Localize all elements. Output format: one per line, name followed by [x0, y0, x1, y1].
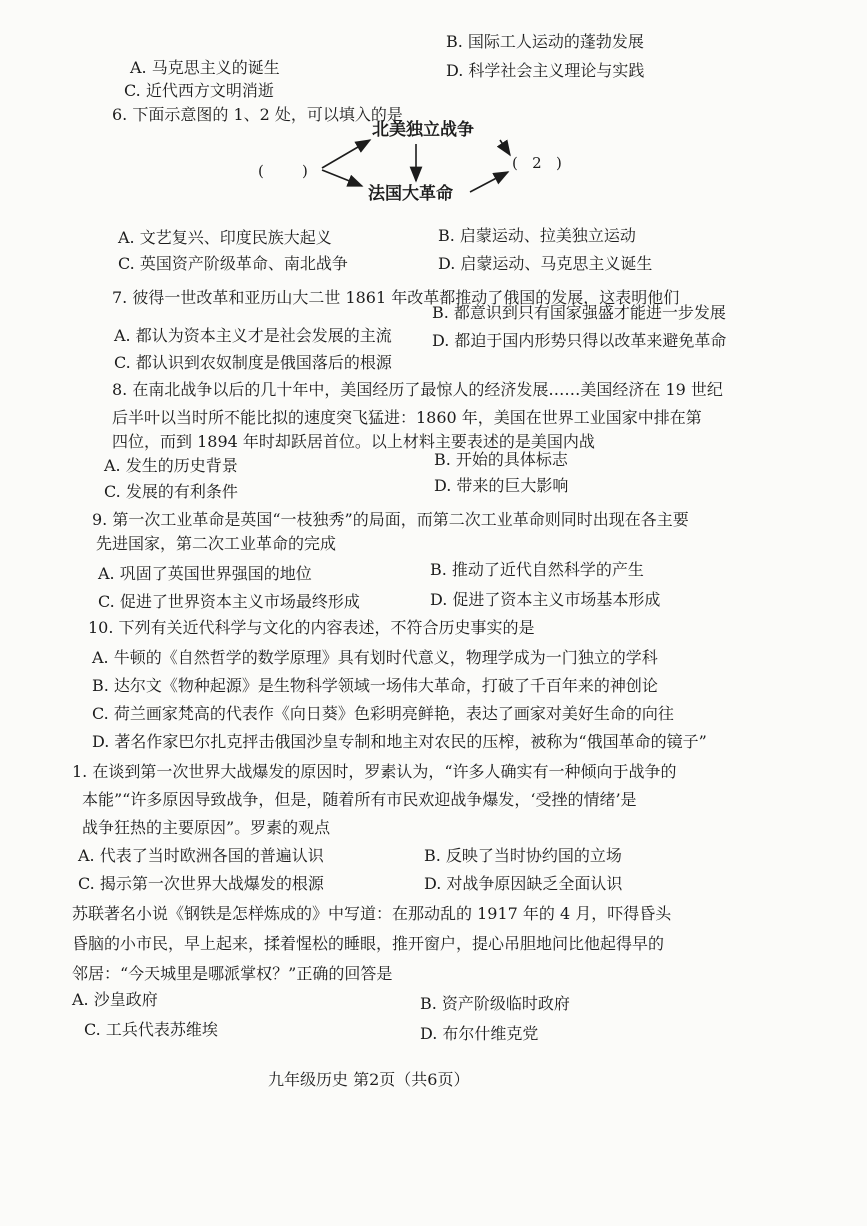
diagram-blank-left: ( ): [258, 162, 308, 180]
q8-option-c: C. 发展的有利条件: [104, 482, 238, 501]
q8-stem-line3: 四位，而到 1894 年时却跃居首位。以上材料主要表述的是美国内战: [112, 432, 595, 451]
q6-option-b: B. 启蒙运动、拉美独立运动: [438, 226, 636, 245]
q5-option-a: A. 马克思主义的诞生: [130, 58, 280, 77]
arrow-left-to-bottom: [322, 170, 362, 186]
q7-option-b: B. 都意识到只有国家强盛才能进一步发展: [432, 303, 726, 322]
q8-option-a: A. 发生的历史背景: [104, 456, 238, 475]
q12-option-a: A. 沙皇政府: [72, 990, 158, 1009]
q6-option-c: C. 英国资产阶级革命、南北战争: [118, 254, 348, 273]
diagram-blank-right: ( 2 ): [512, 154, 562, 172]
q10-option-c: C. 荷兰画家梵高的代表作《向日葵》色彩明亮鲜艳，表达了画家对美好生命的向往: [92, 704, 674, 723]
q11-option-d: D. 对战争原因缺乏全面认识: [424, 874, 623, 893]
q8-option-d: D. 带来的巨大影响: [434, 476, 569, 495]
q10-option-b: B. 达尔文《物种起源》是生物科学领域一场伟大革命，打破了千百年来的神创论: [92, 676, 658, 695]
q8-stem-line2: 后半叶以当时所不能比拟的速度突飞猛进：1860 年，美国在世界工业国家中排在第: [112, 408, 702, 427]
q7-option-d: D. 都迫于国内形势只得以改革来避免革命: [432, 331, 727, 350]
q12-option-c: C. 工兵代表苏维埃: [84, 1020, 218, 1039]
q6-option-d: D. 启蒙运动、马克思主义诞生: [438, 254, 653, 273]
diagram-node-bottom: 法国大革命: [368, 184, 453, 204]
q5-option-b: B. 国际工人运动的蓬勃发展: [446, 32, 644, 51]
q9-option-b: B. 推动了近代自然科学的产生: [430, 560, 644, 579]
q9-stem-line1: 9. 第一次工业革命是英国“一枝独秀”的局面，而第二次工业革命则同时出现在各主要: [92, 510, 689, 529]
arrow-bottom-to-right: [470, 172, 508, 192]
q7-stem: 7. 彼得一世改革和亚历山大二世 1861 年改革都推动了俄国的发展，这表明他们: [112, 288, 680, 307]
q9-option-a: A. 巩固了英国世界强国的地位: [98, 564, 312, 583]
q10-option-d: D. 著名作家巴尔扎克抨击俄国沙皇专制和地主对农民的压榨，被称为“俄国革命的镜子”: [92, 732, 707, 751]
q10-stem: 10. 下列有关近代科学与文化的内容表述，不符合历史事实的是: [88, 618, 535, 637]
diagram-node-top: 北美独立战争: [372, 120, 474, 140]
arrow-left-to-top: [322, 140, 370, 168]
q9-option-d: D. 促进了资本主义市场基本形成: [430, 590, 661, 609]
q6-option-a: A. 文艺复兴、印度民族大起义: [118, 228, 332, 247]
q7-option-a: A. 都认为资本主义才是社会发展的主流: [114, 326, 392, 345]
page-footer: 九年级历史 第2页（共6页）: [268, 1070, 470, 1089]
q5-option-d: D. 科学社会主义理论与实践: [446, 61, 645, 80]
q11-option-a: A. 代表了当时欧洲各国的普遍认识: [78, 846, 324, 865]
q8-stem-line1: 8. 在南北战争以后的几十年中，美国经历了最惊人的经济发展……美国经济在 19 世纪: [112, 380, 723, 399]
q9-option-c: C. 促进了世界资本主义市场最终形成: [98, 592, 360, 611]
q7-option-c: C. 都认识到农奴制度是俄国落后的根源: [114, 353, 392, 372]
q11-option-b: B. 反映了当时协约国的立场: [424, 846, 622, 865]
q11-stem-line1: 1. 在谈到第一次世界大战爆发的原因时，罗素认为，“许多人确实有一种倾向于战争的: [72, 762, 677, 781]
arrow-top-to-right: [500, 140, 510, 155]
q5-option-c: C. 近代西方文明消逝: [124, 81, 274, 100]
q6-stem: 6. 下面示意图的 1、2 处，可以填入的是: [112, 105, 403, 124]
q11-stem-line3: 战争狂热的主要原因”。罗素的观点: [82, 818, 331, 837]
q12-option-d: D. 布尔什维克党: [420, 1024, 539, 1043]
q10-option-a: A. 牛顿的《自然哲学的数学原理》具有划时代意义，物理学成为一门独立的学科: [92, 648, 658, 667]
q12-option-b: B. 资产阶级临时政府: [420, 994, 570, 1013]
q11-option-c: C. 揭示第一次世界大战爆发的根源: [78, 874, 324, 893]
q11-stem-line2: 本能”“许多原因导致战争，但是，随着所有市民欢迎战争爆发，‘受挫的情绪’是: [82, 790, 637, 809]
q9-stem-line2: 先进国家，第二次工业革命的完成: [96, 534, 337, 553]
q12-stem-line3: 邻居：“今天城里是哪派掌权？”正确的回答是: [72, 964, 393, 983]
q8-option-b: B. 开始的具体标志: [434, 450, 568, 469]
q12-stem-line2: 昏脑的小市民，早上起来，揉着惺松的睡眼，推开窗户，提心吊胆地问比他起得早的: [72, 934, 665, 953]
q12-stem-line1: 苏联著名小说《钢铁是怎样炼成的》中写道：在那动乱的 1917 年的 4 月，吓得昏头: [72, 904, 672, 923]
